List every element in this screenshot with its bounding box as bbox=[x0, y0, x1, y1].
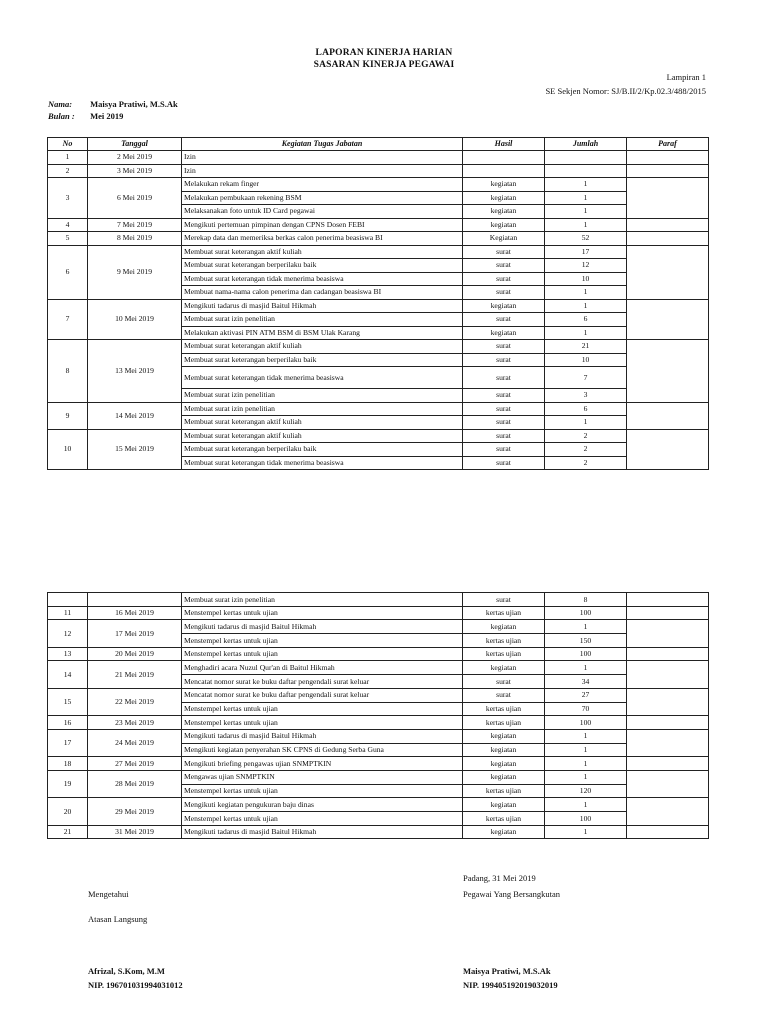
report-title: LAPORAN KINERJA HARIAN bbox=[315, 48, 453, 58]
table-row bbox=[48, 402, 709, 416]
table-row bbox=[48, 647, 709, 661]
cell-no: 21 bbox=[48, 825, 88, 839]
cell-date: 21 Mei 2019 bbox=[88, 661, 182, 688]
cell-amount: 100 bbox=[545, 647, 627, 661]
cell-amount: 34 bbox=[545, 675, 627, 689]
cell-amount: 17 bbox=[545, 245, 627, 259]
cell-result: surat bbox=[463, 443, 545, 457]
cell-signature bbox=[627, 757, 709, 771]
cell-activity: Membuat surat keterangan tidak menerima beasiswa bbox=[182, 272, 463, 286]
cell-result: kegiatan bbox=[463, 620, 545, 634]
cell-result: surat bbox=[463, 675, 545, 689]
cell-result: kertas ujian bbox=[463, 634, 545, 648]
cell-result: kertas ujian bbox=[463, 647, 545, 661]
employee-name-row bbox=[48, 99, 178, 109]
cell-activity: Izin bbox=[182, 151, 463, 165]
sign-place-date: Padang, 31 Mei 2019 bbox=[463, 873, 536, 883]
cell-amount: 8 bbox=[545, 593, 627, 607]
cell-amount: 1 bbox=[545, 326, 627, 340]
table-row bbox=[48, 429, 709, 443]
cell-amount: 1 bbox=[545, 743, 627, 757]
cell-result: kertas ujian bbox=[463, 606, 545, 620]
cell-result: kegiatan bbox=[463, 825, 545, 839]
cell-signature bbox=[627, 402, 709, 429]
cell-amount: 1 bbox=[545, 757, 627, 771]
cell-activity: Mengikuti pertemuan pimpinan dengan CPNS Dosen FEBI bbox=[182, 218, 463, 232]
cell-amount: 1 bbox=[545, 620, 627, 634]
report-subtitle: SASARAN KINERJA PEGAWAI bbox=[313, 60, 455, 70]
cell-date: 9 Mei 2019 bbox=[88, 245, 182, 299]
cell-signature bbox=[627, 661, 709, 688]
cell-activity: Menstempel kertas untuk ujian bbox=[182, 702, 463, 716]
activity-table-part1 bbox=[47, 137, 709, 470]
table-row bbox=[48, 232, 709, 246]
cell-result: kegiatan bbox=[463, 191, 545, 205]
cell-amount bbox=[545, 151, 627, 165]
month-row bbox=[48, 111, 123, 121]
cell-date: 15 Mei 2019 bbox=[88, 429, 182, 470]
cell-activity: Mengikuti tadarus di masjid Baitul Hikmah bbox=[182, 825, 463, 839]
cell-result: kegiatan bbox=[463, 757, 545, 771]
cell-signature bbox=[627, 770, 709, 797]
supervisor-name: Afrizal, S.Kom, M.M bbox=[88, 966, 165, 976]
month-label: Bulan : bbox=[48, 111, 75, 121]
cell-signature bbox=[627, 606, 709, 620]
cell-amount: 10 bbox=[545, 272, 627, 286]
cell-date: 16 Mei 2019 bbox=[88, 606, 182, 620]
cell-result: surat bbox=[463, 313, 545, 327]
cell-activity: Mengawas ujian SNMPTKIN bbox=[182, 770, 463, 784]
cell-no: 1 bbox=[48, 151, 88, 165]
cell-signature bbox=[627, 178, 709, 219]
cell-activity: Melakukan pembukaan rekening BSM bbox=[182, 191, 463, 205]
cell-amount: 150 bbox=[545, 634, 627, 648]
cell-date: 29 Mei 2019 bbox=[88, 798, 182, 825]
cell-amount: 6 bbox=[545, 313, 627, 327]
employee-sign-nip: NIP. 199405192019032019 bbox=[463, 980, 558, 990]
cell-amount: 6 bbox=[545, 402, 627, 416]
cell-no: 2 bbox=[48, 164, 88, 178]
cell-date: 6 Mei 2019 bbox=[88, 178, 182, 219]
cell-amount: 100 bbox=[545, 606, 627, 620]
cell-activity: Membuat surat keterangan tidak menerima beasiswa bbox=[182, 456, 463, 470]
employee-sign-name: Maisya Pratiwi, M.S.Ak bbox=[463, 966, 551, 976]
employee-name: Maisya Pratiwi, M.S.Ak bbox=[90, 99, 178, 109]
sign-role-employee: Pegawai Yang Bersangkutan bbox=[463, 889, 561, 899]
cell-result: surat bbox=[463, 340, 545, 354]
cell-date: 23 Mei 2019 bbox=[88, 716, 182, 730]
cell-result: kertas ujian bbox=[463, 716, 545, 730]
cell-result: surat bbox=[463, 367, 545, 389]
cell-date: 2 Mei 2019 bbox=[88, 151, 182, 165]
cell-activity: Menghadiri acara Nuzul Qur'an di Baitul Hikmah bbox=[182, 661, 463, 675]
cell-amount: 1 bbox=[545, 178, 627, 192]
cell-result: surat bbox=[463, 593, 545, 607]
cell-signature bbox=[627, 429, 709, 470]
cell-activity: Membuat surat izin penelitian bbox=[182, 402, 463, 416]
cell-amount: 1 bbox=[545, 798, 627, 812]
header-signature: Paraf bbox=[627, 138, 709, 151]
cell-date: 7 Mei 2019 bbox=[88, 218, 182, 232]
header-date: Tanggal bbox=[88, 138, 182, 151]
cell-signature bbox=[627, 245, 709, 299]
cell-date: 31 Mei 2019 bbox=[88, 825, 182, 839]
cell-no: 6 bbox=[48, 245, 88, 299]
cell-signature bbox=[627, 798, 709, 825]
cell-no: 13 bbox=[48, 647, 88, 661]
cell-result: surat bbox=[463, 259, 545, 273]
cell-activity: Membuat surat keterangan aktif kuliah bbox=[182, 416, 463, 430]
cell-amount: 1 bbox=[545, 286, 627, 300]
cell-activity: Melakukan rekam finger bbox=[182, 178, 463, 192]
cell-result: surat bbox=[463, 429, 545, 443]
cell-amount: 7 bbox=[545, 367, 627, 389]
report-month: Mei 2019 bbox=[90, 111, 124, 121]
cell-amount: 21 bbox=[545, 340, 627, 354]
cell-amount: 1 bbox=[545, 729, 627, 743]
cell-result: kegiatan bbox=[463, 661, 545, 675]
cell-no bbox=[48, 593, 88, 607]
cell-date: 3 Mei 2019 bbox=[88, 164, 182, 178]
attachment-label: Lampiran 1 bbox=[666, 72, 706, 82]
cell-activity: Menstempel kertas untuk ujian bbox=[182, 784, 463, 798]
cell-no: 16 bbox=[48, 716, 88, 730]
cell-result: surat bbox=[463, 688, 545, 702]
cell-result: kegiatan bbox=[463, 743, 545, 757]
cell-amount: 1 bbox=[545, 205, 627, 219]
cell-activity: Menstempel kertas untuk ujian bbox=[182, 606, 463, 620]
cell-amount: 2 bbox=[545, 429, 627, 443]
table-row bbox=[48, 593, 709, 607]
table-row bbox=[48, 770, 709, 784]
cell-date: 10 Mei 2019 bbox=[88, 299, 182, 340]
cell-activity: Mengikuti tadarus di masjid Baitul Hikmah bbox=[182, 620, 463, 634]
cell-amount: 100 bbox=[545, 812, 627, 826]
circular-reference: SE Sekjen Nomor: SJ/B.II/2/Kp.02.3/488/2015 bbox=[545, 86, 706, 96]
cell-signature bbox=[627, 340, 709, 403]
cell-signature bbox=[627, 825, 709, 839]
cell-signature bbox=[627, 232, 709, 246]
activity-table-part2 bbox=[47, 592, 709, 839]
cell-activity: Merekap data dan memeriksa berkas calon penerima beasiswa BI bbox=[182, 232, 463, 246]
cell-no: 18 bbox=[48, 757, 88, 771]
cell-result: kertas ujian bbox=[463, 702, 545, 716]
cell-no: 4 bbox=[48, 218, 88, 232]
cell-amount: 1 bbox=[545, 299, 627, 313]
cell-amount: 1 bbox=[545, 218, 627, 232]
cell-no: 9 bbox=[48, 402, 88, 429]
header-no: No bbox=[48, 138, 88, 151]
cell-amount: 70 bbox=[545, 702, 627, 716]
cell-no: 15 bbox=[48, 688, 88, 715]
cell-activity: Mengikuti briefing pengawas ujian SNMPTKIN bbox=[182, 757, 463, 771]
table-header-row bbox=[48, 138, 709, 151]
cell-date: 24 Mei 2019 bbox=[88, 729, 182, 756]
cell-activity: Menstempel kertas untuk ujian bbox=[182, 647, 463, 661]
cell-signature bbox=[627, 620, 709, 647]
cell-activity: Mencatat nomor surat ke buku daftar pengendali surat keluar bbox=[182, 688, 463, 702]
header-result: Hasil bbox=[463, 138, 545, 151]
cell-signature bbox=[627, 151, 709, 165]
cell-date: 14 Mei 2019 bbox=[88, 402, 182, 429]
cell-result: surat bbox=[463, 402, 545, 416]
cell-date: 20 Mei 2019 bbox=[88, 647, 182, 661]
cell-amount: 12 bbox=[545, 259, 627, 273]
cell-date bbox=[88, 593, 182, 607]
cell-amount: 1 bbox=[545, 191, 627, 205]
cell-no: 7 bbox=[48, 299, 88, 340]
cell-result: kertas ujian bbox=[463, 812, 545, 826]
cell-activity: Menstempel kertas untuk ujian bbox=[182, 634, 463, 648]
name-label: Nama: bbox=[48, 99, 73, 109]
cell-signature bbox=[627, 729, 709, 756]
cell-activity: Membuat surat keterangan aktif kuliah bbox=[182, 429, 463, 443]
cell-result: surat bbox=[463, 286, 545, 300]
table-row bbox=[48, 164, 709, 178]
cell-result: kegiatan bbox=[463, 205, 545, 219]
cell-no: 5 bbox=[48, 232, 88, 246]
table-row bbox=[48, 606, 709, 620]
table-row bbox=[48, 340, 709, 354]
cell-amount: 120 bbox=[545, 784, 627, 798]
cell-activity: Membuat surat keterangan berperilaku baik bbox=[182, 443, 463, 457]
cell-activity: Melakukan aktivasi PIN ATM BSM di BSM Ulak Karang bbox=[182, 326, 463, 340]
cell-activity: Mengikuti kegiatan pengukuran baju dinas bbox=[182, 798, 463, 812]
cell-date: 8 Mei 2019 bbox=[88, 232, 182, 246]
cell-amount: 1 bbox=[545, 416, 627, 430]
cell-result: kertas ujian bbox=[463, 784, 545, 798]
table-row bbox=[48, 620, 709, 634]
cell-amount: 27 bbox=[545, 688, 627, 702]
sign-role-supervisor: Atasan Langsung bbox=[88, 914, 148, 924]
cell-signature bbox=[627, 688, 709, 715]
cell-result: surat bbox=[463, 456, 545, 470]
cell-result: kegiatan bbox=[463, 218, 545, 232]
cell-activity: Membuat surat izin penelitian bbox=[182, 389, 463, 403]
table-row bbox=[48, 757, 709, 771]
cell-no: 12 bbox=[48, 620, 88, 647]
cell-amount: 2 bbox=[545, 456, 627, 470]
cell-activity: Melaksanakan foto untuk ID Card pegawai bbox=[182, 205, 463, 219]
cell-result: kegiatan bbox=[463, 326, 545, 340]
table-row bbox=[48, 245, 709, 259]
header-amount: Jumlah bbox=[545, 138, 627, 151]
cell-activity: Membuat surat keterangan berperilaku baik bbox=[182, 353, 463, 367]
cell-date: 28 Mei 2019 bbox=[88, 770, 182, 797]
cell-activity: Mencatat nomor surat ke buku daftar pengendali surat keluar bbox=[182, 675, 463, 689]
cell-activity: Membuat surat keterangan aktif kuliah bbox=[182, 340, 463, 354]
cell-date: 27 Mei 2019 bbox=[88, 757, 182, 771]
cell-date: 17 Mei 2019 bbox=[88, 620, 182, 647]
cell-amount: 52 bbox=[545, 232, 627, 246]
table-row bbox=[48, 661, 709, 675]
cell-date: 13 Mei 2019 bbox=[88, 340, 182, 403]
table-row bbox=[48, 825, 709, 839]
cell-signature bbox=[627, 647, 709, 661]
cell-amount: 3 bbox=[545, 389, 627, 403]
cell-no: 3 bbox=[48, 178, 88, 219]
sign-acknowledged: Mengetahui bbox=[88, 889, 129, 899]
table-row bbox=[48, 688, 709, 702]
cell-amount: 2 bbox=[545, 443, 627, 457]
cell-activity: Mengikuti kegiatan penyerahan SK CPNS di Gedung Serba Guna bbox=[182, 743, 463, 757]
cell-result bbox=[463, 164, 545, 178]
cell-result bbox=[463, 151, 545, 165]
cell-result: kegiatan bbox=[463, 299, 545, 313]
cell-amount: 10 bbox=[545, 353, 627, 367]
table-row bbox=[48, 178, 709, 192]
cell-activity: Izin bbox=[182, 164, 463, 178]
cell-no: 20 bbox=[48, 798, 88, 825]
cell-activity: Membuat surat izin penelitian bbox=[182, 313, 463, 327]
supervisor-nip: NIP. 196701031994031012 bbox=[88, 980, 183, 990]
cell-result: surat bbox=[463, 245, 545, 259]
cell-activity: Membuat surat keterangan berperilaku baik bbox=[182, 259, 463, 273]
cell-activity: Membuat surat keterangan tidak menerima beasiswa bbox=[182, 367, 463, 389]
cell-no: 11 bbox=[48, 606, 88, 620]
table-row bbox=[48, 716, 709, 730]
cell-date: 22 Mei 2019 bbox=[88, 688, 182, 715]
cell-result: surat bbox=[463, 389, 545, 403]
cell-result: Kegiatan bbox=[463, 232, 545, 246]
table-row bbox=[48, 299, 709, 313]
table-row bbox=[48, 798, 709, 812]
cell-activity: Mengikuti tadarus di masjid Baitul Hikmah bbox=[182, 299, 463, 313]
cell-amount: 1 bbox=[545, 825, 627, 839]
cell-result: kegiatan bbox=[463, 729, 545, 743]
cell-result: kegiatan bbox=[463, 770, 545, 784]
cell-activity: Membuat nama-nama calon penerima dan cadangan beasiswa BI bbox=[182, 286, 463, 300]
cell-amount: 1 bbox=[545, 661, 627, 675]
cell-no: 14 bbox=[48, 661, 88, 688]
cell-no: 19 bbox=[48, 770, 88, 797]
cell-amount: 100 bbox=[545, 716, 627, 730]
cell-activity: Menstempel kertas untuk ujian bbox=[182, 812, 463, 826]
cell-signature bbox=[627, 299, 709, 340]
cell-signature bbox=[627, 716, 709, 730]
cell-result: kegiatan bbox=[463, 178, 545, 192]
table-row bbox=[48, 729, 709, 743]
cell-no: 10 bbox=[48, 429, 88, 470]
cell-result: surat bbox=[463, 353, 545, 367]
cell-activity: Membuat surat keterangan aktif kuliah bbox=[182, 245, 463, 259]
table-row bbox=[48, 151, 709, 165]
table-row bbox=[48, 218, 709, 232]
cell-no: 8 bbox=[48, 340, 88, 403]
cell-activity: Menstempel kertas untuk ujian bbox=[182, 716, 463, 730]
cell-amount bbox=[545, 164, 627, 178]
cell-result: surat bbox=[463, 272, 545, 286]
cell-activity: Mengikuti tadarus di masjid Baitul Hikmah bbox=[182, 729, 463, 743]
cell-signature bbox=[627, 164, 709, 178]
cell-signature bbox=[627, 593, 709, 607]
cell-signature bbox=[627, 218, 709, 232]
cell-activity: Membuat surat izin penelitian bbox=[182, 593, 463, 607]
cell-amount: 1 bbox=[545, 770, 627, 784]
cell-no: 17 bbox=[48, 729, 88, 756]
header-activity: Kegiatan Tugas Jabatan bbox=[182, 138, 463, 151]
cell-result: kegiatan bbox=[463, 798, 545, 812]
cell-result: surat bbox=[463, 416, 545, 430]
